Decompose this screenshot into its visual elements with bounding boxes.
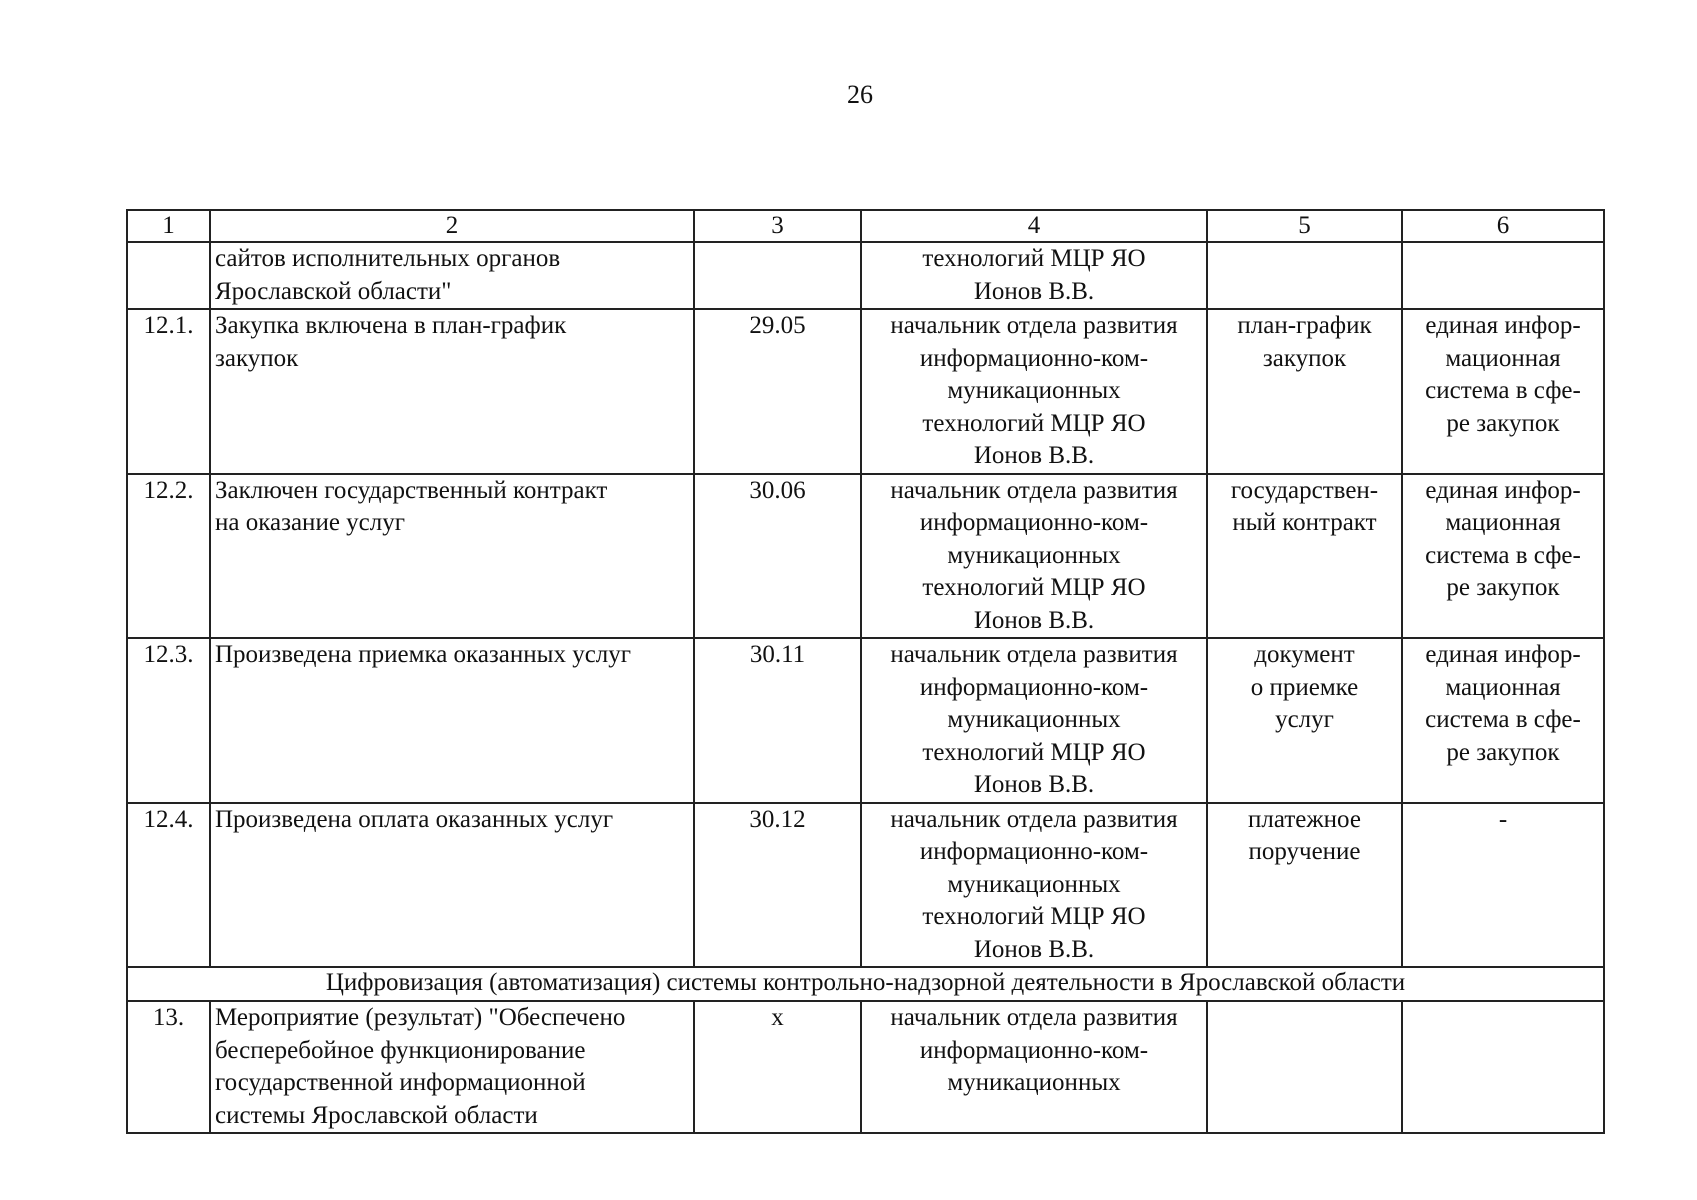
due-date-cell: 30.11 xyxy=(694,638,861,803)
table-row xyxy=(127,1001,1604,1133)
section-heading-row xyxy=(127,967,1604,1001)
header-cell-4: 4 xyxy=(861,210,1207,242)
header-cell-3: 3 xyxy=(694,210,861,242)
responsible-cell: начальник отдела развития информационно-ком- муникационных технологий МЦР ЯО Ионов В.В. xyxy=(861,309,1207,474)
event-name-cell: Мероприятие (результат) "Обеспечено бесперебойное функционирование государственной информационной системы Ярославской области xyxy=(210,1001,694,1133)
document-cell xyxy=(1207,1001,1402,1133)
row-number-cell xyxy=(127,242,210,309)
due-date-cell: 30.12 xyxy=(694,803,861,968)
due-date-cell xyxy=(694,242,861,309)
row-number-cell: 13. xyxy=(127,1001,210,1133)
event-name-cell: Произведена оплата оказанных услуг xyxy=(210,803,694,968)
info-system-cell xyxy=(1402,1001,1604,1133)
event-name-cell: сайтов исполнительных органов Ярославской области" xyxy=(210,242,694,309)
document-cell: план-график закупок xyxy=(1207,309,1402,474)
event-name-cell: Закупка включена в план-график закупок xyxy=(210,309,694,474)
responsible-cell: начальник отдела развития информационно-ком- муникационных xyxy=(861,1001,1207,1133)
table-row xyxy=(127,638,1604,803)
section-title: Цифровизация (автоматизация) системы контрольно-надзорной деятельности в Ярославской области xyxy=(127,967,1604,1001)
table-header-row xyxy=(127,210,1604,242)
responsible-cell: начальник отдела развития информационно-ком- муникационных технологий МЦР ЯО Ионов В.В. xyxy=(861,474,1207,639)
row-number-cell: 12.4. xyxy=(127,803,210,968)
table-row-continuation xyxy=(127,242,1604,309)
table-row xyxy=(127,803,1604,968)
page-number: 26 xyxy=(847,80,873,109)
header-cell-5: 5 xyxy=(1207,210,1402,242)
due-date-cell: 29.05 xyxy=(694,309,861,474)
header-cell-1: 1 xyxy=(127,210,210,242)
info-system-cell: единая инфор- мационная система в сфе- ре закупок xyxy=(1402,309,1604,474)
event-name-cell: Произведена приемка оказанных услуг xyxy=(210,638,694,803)
due-date-cell: 30.06 xyxy=(694,474,861,639)
info-system-cell: - xyxy=(1402,803,1604,968)
row-number-cell: 12.2. xyxy=(127,474,210,639)
document-cell: государствен- ный контракт xyxy=(1207,474,1402,639)
responsible-cell: начальник отдела развития информационно-ком- муникационных технологий МЦР ЯО Ионов В.В. xyxy=(861,638,1207,803)
table-row xyxy=(127,309,1604,474)
table-row xyxy=(127,474,1604,639)
document-cell: платежное поручение xyxy=(1207,803,1402,968)
row-number-cell: 12.3. xyxy=(127,638,210,803)
header-cell-2: 2 xyxy=(210,210,694,242)
event-name-cell: Заключен государственный контракт на оказание услуг xyxy=(210,474,694,639)
info-system-cell: единая инфор- мационная система в сфе- ре закупок xyxy=(1402,474,1604,639)
schedule-table xyxy=(126,209,1605,1134)
info-system-cell: единая инфор- мационная система в сфе- ре закупок xyxy=(1402,638,1604,803)
document-cell: документ о приемке услуг xyxy=(1207,638,1402,803)
responsible-cell: начальник отдела развития информационно-ком- муникационных технологий МЦР ЯО Ионов В.В. xyxy=(861,803,1207,968)
document-cell xyxy=(1207,242,1402,309)
info-system-cell xyxy=(1402,242,1604,309)
header-cell-6: 6 xyxy=(1402,210,1604,242)
responsible-cell: технологий МЦР ЯО Ионов В.В. xyxy=(861,242,1207,309)
row-number-cell: 12.1. xyxy=(127,309,210,474)
due-date-cell: х xyxy=(694,1001,861,1133)
